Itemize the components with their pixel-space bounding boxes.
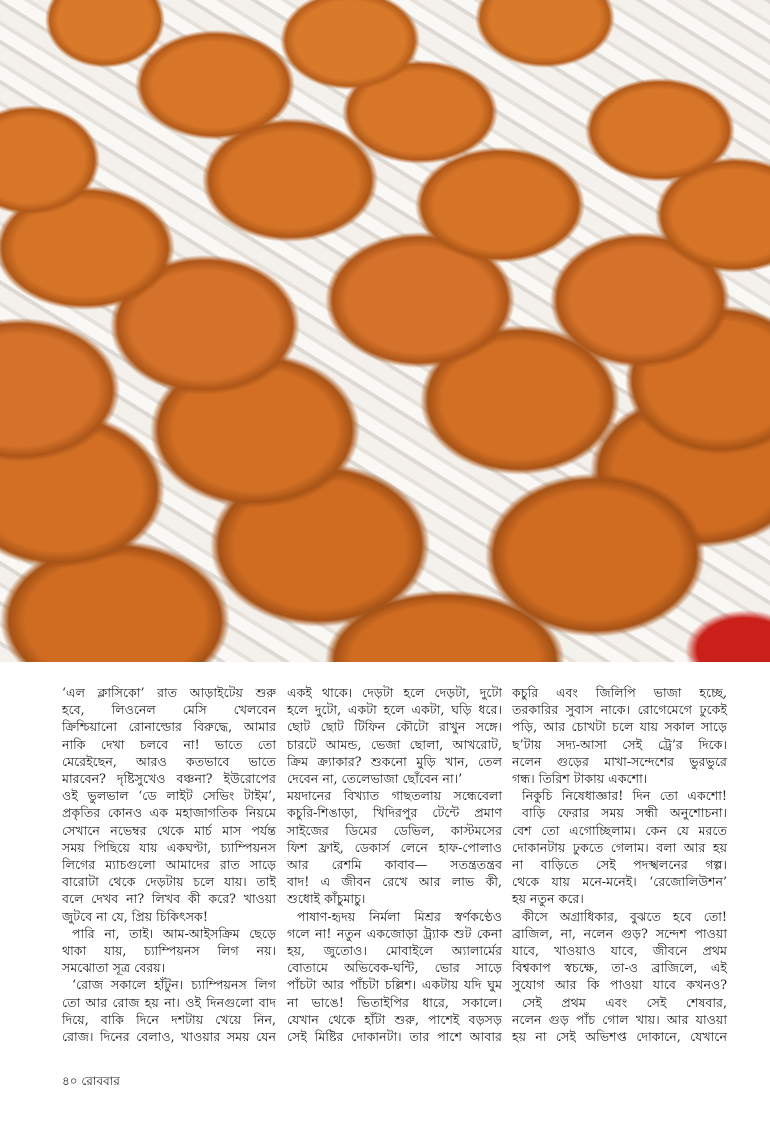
text-line: সেখানে নভেম্বর থেকে মার্চ মাস পর্যন্ত — [62, 822, 276, 838]
text-line: ক্রিম ক্র্যাকার? শুকনো মুড়ি খান, তেল — [287, 753, 502, 769]
text-line: না ভাঙে! ভিতাইপির ধারে, সকালে। — [287, 994, 502, 1010]
text-line: কীসে অগ্রাধিকার, বুঝতে হবে তো! — [522, 908, 727, 924]
text-line: জুটবে না যে, প্রিয় চিকিৎসক! — [62, 908, 208, 924]
text-line: ময়দানের বিখ্যাত গাছতলায় সন্ধেবেলা — [287, 788, 502, 804]
text-line: পাষাণ-হৃদয় নির্মলা মিশ্রর স্বর্ণকণ্ঠেও — [297, 908, 502, 924]
text-line: ‘এল ক্লাসিকো’ রাত আড়াইটেয় শুরু — [62, 685, 276, 700]
text-line: হয় নতুন করে। — [512, 891, 584, 907]
text-line: ছোট ছোট টিফিন কৌটো রাখুন সঙ্গে। — [287, 719, 502, 735]
text-line: সাইজের ডিমের ডেভিল, কাস্টমসের — [287, 822, 502, 838]
text-line: ব্রাজিল, না, নলেন গুড়? সন্দেশ পাওয়া — [512, 925, 727, 941]
text-line: বাড়ি ফেরার সময় সন্ধী অনুশোচনা। — [522, 805, 727, 821]
text-line: কচুরি-শিঙাড়া, খিদিরপুর টেন্টে প্রমাণ — [287, 805, 502, 821]
text-line: ফিশ ফ্রাই, ডেকার্স লেনে হাফ-পোলাও — [287, 839, 502, 855]
text-line: নলেন গুড় পাঁচ গোল খায়। আর যাওয়া — [512, 1011, 727, 1027]
text-line: ছ’টায় সদ্য-আসা সেই ট্রে’র দিকে। — [512, 736, 727, 752]
text-line: হয় না সেই অভিশপ্ত দোকানে, যেখানে — [512, 1029, 727, 1045]
text-line: নাকি দেখা চলবে না! ভাতে তো — [62, 736, 276, 752]
text-line: প্রকৃতির কোনও এক মহাজাগতিক নিয়মে — [62, 805, 276, 821]
text-line: বোতামে অভিবেক-ঘন্টি, ভোর সাড়ে — [287, 960, 502, 976]
text-line: সময় পিছিয়ে যায় একঘণ্টা, চ্যাম্পিয়নস — [62, 839, 276, 855]
text-line: তরকারির সুবাস নাকে। রোগেমেগে ঢুকেই — [512, 702, 727, 718]
text-line: বেশ তো এগোচ্ছিলাম। কেন যে মরতে — [512, 822, 727, 838]
text-line: ওই ভুলভাল ‘ডে লাইট সেভিং টাইম’, — [62, 788, 276, 804]
text-line: পড়ি, আর চোখটা চলে যায় সকাল সাড়ে — [512, 719, 727, 735]
text-line: কচুরি এবং জিলিপি ভাজা হচ্ছে, — [512, 685, 727, 700]
text-line: গলে না! নতুন একজোড়া ট্র্যাক শুট কেনা — [287, 925, 502, 941]
text-line: চারটে আমন্ড, ভেজা ছোলা, আখরোট, — [287, 736, 502, 752]
text-line: থেকে যায় মনে-মনেই। ‘রেজোলিউশন’ — [512, 874, 727, 890]
text-line: একই থাকে। দেড়টা হলে দেড়টা, দুটো — [287, 685, 502, 700]
text-line: সুযোগ আর কি পাওয়া যাবে কখনও? — [512, 977, 727, 993]
text-line: বাদ! এ জীবন রেখে আর লাভ কী, — [287, 874, 502, 890]
article-column-3 — [512, 684, 727, 1045]
text-line: দোকানটায় ঢুকতে গেলাম। বলা আর হয় — [512, 839, 727, 855]
text-line: না বাড়িতে সেই পদস্খলনের গল্প। — [512, 857, 727, 873]
text-line: দিয়ে, বাকি দিনে দশটায় খেয়ে নিন, — [62, 1011, 276, 1027]
text-line: সেই মিষ্টির দোকানটা। তার পাশে আবার — [287, 1029, 502, 1045]
text-line: পাঁচটা আর পাঁচটা চল্লিশ। একটায় যদি ঘুম — [287, 977, 502, 993]
text-line: হবে, লিওনেল মেসি খেলবেন — [62, 702, 276, 718]
text-line: ‘রোজ সকালে হাঁটুন। চ্যাম্পিয়নস লিগ — [72, 977, 276, 993]
text-line: মারবেন? দৃষ্টিসুখেও বঞ্চনা? ইউরোপের — [62, 771, 276, 787]
text-line: পারি না, তাই। আম-আইসক্রিম ছেড়ে — [72, 925, 276, 941]
text-line: রোজ। দিনের বেলাও, খাওয়ার সময় যেন — [62, 1029, 276, 1045]
article-column-2 — [287, 684, 502, 1045]
text-line: বলে দেখব না? লিখব কী করে? খাওয়া — [62, 891, 276, 907]
text-line: বিশ্বকাপ স্বচক্ষে, তা-ও ব্রাজিলে, এই — [512, 960, 727, 976]
text-line: দেবেন না, তেলেভাজা ছোঁবেন না।’ — [287, 771, 463, 787]
article-column-1 — [62, 684, 276, 1045]
text-line: গন্ধ। তিরিশ টাকায় একশো। — [512, 771, 648, 787]
text-line: যাবে, খাওয়াও যাবে, জীবনে প্রথম — [512, 943, 727, 959]
text-line: হলে দুটো, একটা হলে একটা, ঘড়ি ধরে। — [287, 702, 502, 718]
text-line: যেখান থেকে হাঁটা শুরু, পাশেই বড়সড় — [287, 1011, 502, 1027]
text-line: আর রেশমি কাবাব— সতন্ত্রতন্ত্রব — [287, 857, 502, 873]
text-line: নিকুচি নিষেধাজ্ঞার! দিন তো একশো! — [522, 788, 727, 804]
text-line: থাকা যায়, চ্যাম্পিয়নস লিগ নয়। — [62, 943, 276, 959]
text-line: বারোটা থেকে দেড়টায় চলে যায়। তাই — [62, 874, 276, 890]
text-line: তো আর রোজ হয় না। ওই দিনগুলো বাদ — [62, 994, 276, 1010]
page-folio: ৪০ রোববার — [62, 1074, 120, 1088]
text-line: হয়, জুতোও। মোবাইলে অ্যালার্মের — [287, 943, 502, 959]
text-line: সেই প্রথম এবং সেই শেষবার, — [522, 994, 727, 1010]
text-line: ক্রিশ্চিয়ানো রোনাল্ডোর বিরুদ্ধে, আমার — [62, 719, 276, 735]
text-line: শুধোই কাঁচুমাচু। — [287, 891, 366, 907]
text-line: নলেন গুড়ের মাখা-সন্দেশের ভুরভুরে — [512, 753, 727, 769]
text-line: সমঝোতা সূত্র বেরয়। — [62, 960, 166, 976]
text-line: লিগের ম্যাচগুলো আমাদের রাত সাড়ে — [62, 857, 276, 873]
text-line: মেরেইছেন, আরও কতভাবে ভাতে — [62, 753, 276, 769]
